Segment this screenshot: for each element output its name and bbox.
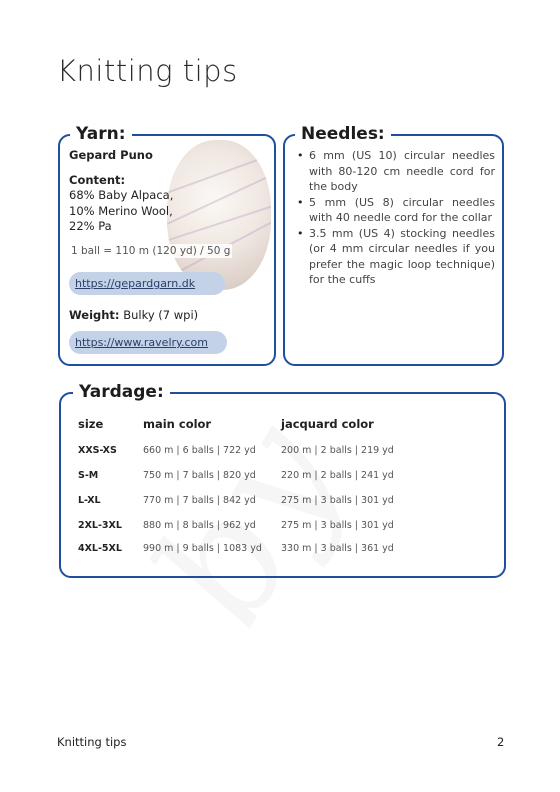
yarn-name: Gepard Puno: [69, 148, 153, 162]
page-title: Knitting tips: [57, 54, 238, 88]
gepardgarn-link[interactable]: https://gepardgarn.dk: [69, 272, 225, 295]
ravelry-link[interactable]: https://www.ravelry.com: [69, 331, 227, 354]
row-main: 880 m | 8 balls | 962 yd: [143, 520, 256, 531]
row-size: 4XL-5XL: [78, 543, 122, 554]
weight-value: Bulky (7 wpi): [123, 308, 199, 322]
row-size: S-M: [78, 470, 99, 481]
needle-item: • 3.5 mm (US 4) stocking needles (or 4 mm circular needles if you prefer the magic loop technique) for the cuffs: [297, 226, 495, 288]
row-main: 750 m | 7 balls | 820 yd: [143, 470, 256, 481]
needle-item: • 5 mm (US 8) circular needles with 40 needle cord for the collar: [297, 195, 495, 226]
footer-title: Knitting tips: [57, 735, 127, 749]
needles-section: [283, 124, 504, 366]
yarn-section: [58, 124, 276, 366]
ball-info: 1 ball = 110 m (120 yd) / 50 g: [71, 245, 231, 257]
jacquard-color-header: jacquard color: [281, 417, 374, 431]
content-line: 68% Baby Alpaca,: [69, 188, 174, 202]
content-line: 10% Merino Wool,: [69, 203, 173, 218]
yardage-section: [59, 382, 506, 578]
content-list: [69, 188, 189, 235]
row-size: 2XL-3XL: [78, 520, 122, 531]
main-color-header: main color: [143, 417, 212, 431]
needle-item: • 6 mm (US 10) circular needles with 80-120 cm needle cord for the body: [297, 148, 495, 195]
needles-list: [297, 148, 495, 288]
row-jacquard: 220 m | 2 balls | 241 yd: [281, 470, 394, 481]
content-line: 22% Pa: [69, 219, 112, 233]
content-heading: Content:: [69, 173, 126, 187]
row-size: XXS-XS: [78, 445, 117, 456]
row-main: 660 m | 6 balls | 722 yd: [143, 445, 256, 456]
row-main: 990 m | 9 balls | 1083 yd: [143, 543, 262, 554]
row-jacquard: 200 m | 2 balls | 219 yd: [281, 445, 394, 456]
row-jacquard: 275 m | 3 balls | 301 yd: [281, 495, 394, 506]
size-header: size: [78, 417, 104, 431]
row-jacquard: 330 m | 3 balls | 361 yd: [281, 543, 394, 554]
page-number: 2: [497, 735, 505, 749]
row-jacquard: 275 m | 3 balls | 301 yd: [281, 520, 394, 531]
yardage-label: Yardage:: [73, 382, 170, 402]
row-main: 770 m | 7 balls | 842 yd: [143, 495, 256, 506]
needles-label: Needles:: [295, 124, 391, 144]
row-size: L-XL: [78, 495, 101, 506]
weight-info: [69, 308, 198, 322]
weight-label: Weight:: [69, 308, 120, 322]
yarn-label: Yarn:: [70, 124, 132, 144]
